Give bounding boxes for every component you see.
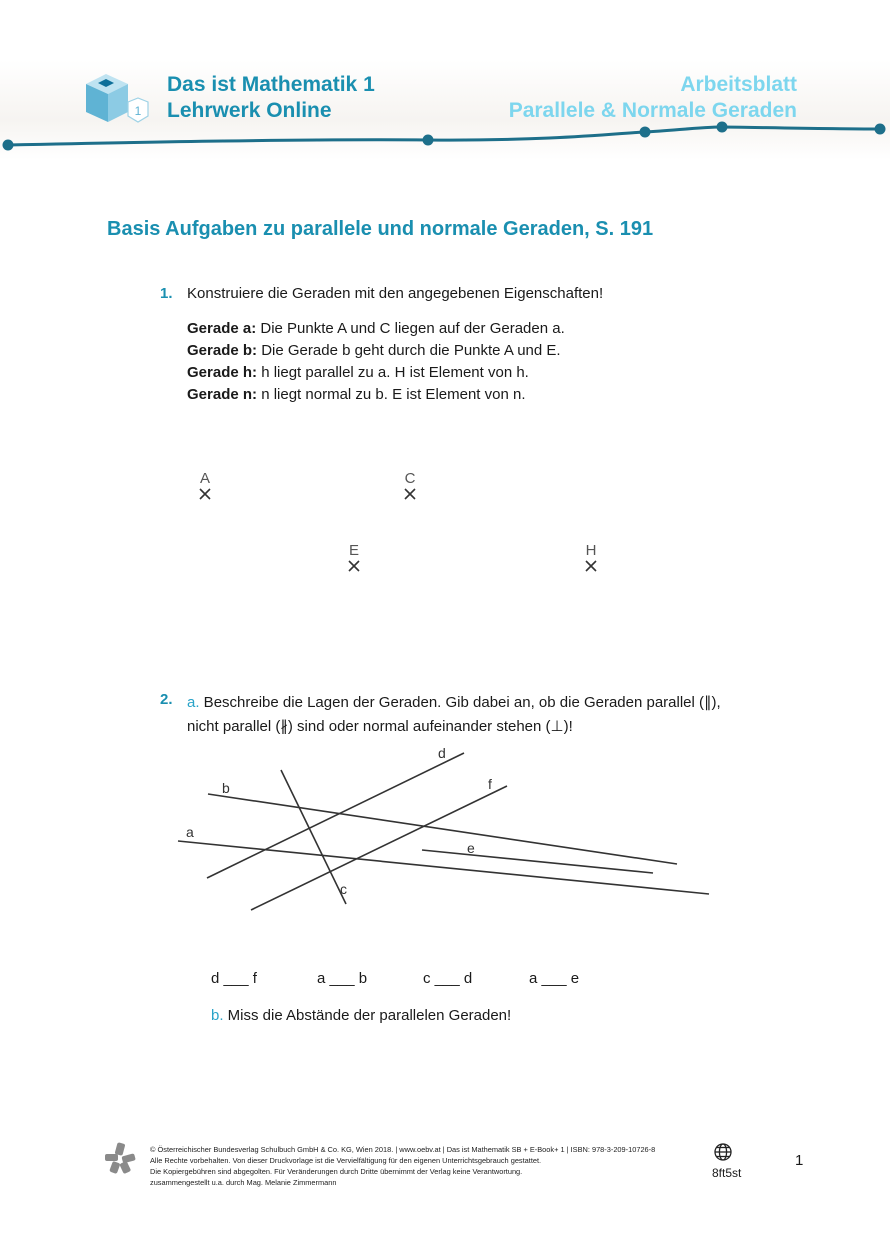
brand-title <box>167 72 375 124</box>
task2-part-b-text: Miss die Abstände der parallelen Geraden! <box>223 1007 512 1024</box>
line-d <box>207 753 464 878</box>
property-a: Gerade a: Die Punkte A und C liegen auf der Geraden a. <box>187 320 565 337</box>
line-label-e: e <box>467 840 475 856</box>
property-b: Gerade b: Die Gerade b geht durch die Punkte A und E. <box>187 342 561 359</box>
cross-marker-icon <box>584 559 598 573</box>
task2-part-a-line1: Beschreibe die Lagen der Geraden. Gib dabei an, ob die Geraden parallel (∥), <box>199 694 721 711</box>
lines-diagram <box>170 740 730 920</box>
worksheet-line-2: Parallele & Normale Geraden <box>508 99 797 122</box>
logo-number: 1 <box>134 104 142 118</box>
fill-in-c-d[interactable]: c ___ d <box>423 970 473 987</box>
brand-line-2: Lehrwerk Online <box>167 99 332 122</box>
task2-instruction <box>187 691 721 739</box>
line-label-c: c <box>340 881 347 897</box>
cross-marker-icon <box>198 487 212 501</box>
brand-line-1: Das ist Mathematik 1 <box>167 73 375 96</box>
fill-in-d-f[interactable]: d ___ f <box>211 970 257 987</box>
task2-part-a-line2: nicht parallel (∦) sind oder normal aufeinander stehen (⊥)! <box>187 718 573 735</box>
page-number: 1 <box>795 1152 804 1169</box>
task2-number: 2. <box>160 691 173 708</box>
property-h: Gerade h: h liegt parallel zu a. H ist Element von h. <box>187 364 529 381</box>
online-code[interactable]: 8ft5st <box>712 1166 742 1180</box>
line-label-f: f <box>488 776 492 792</box>
point-c: C <box>401 470 419 506</box>
cross-marker-icon <box>347 559 361 573</box>
task2-part-a-label: a. <box>187 694 200 711</box>
line-label-a: a <box>186 824 194 840</box>
page-heading: Basis Aufgaben zu parallele und normale Geraden, S. 191 <box>107 218 654 240</box>
task2-part-b <box>211 1007 511 1024</box>
line-label-b: b <box>222 780 230 796</box>
point-a: A <box>196 470 214 506</box>
task1-instruction: Konstruiere die Geraden mit den angegebenen Eigenschaften! <box>187 285 604 302</box>
fill-in-a-e[interactable]: a ___ e <box>529 970 580 987</box>
cross-marker-icon <box>403 487 417 501</box>
line-b <box>208 794 677 864</box>
footer-copyright: © Österreichischer Bundesverlag Schulbuch GmbH & Co. KG, Wien 2018. | www.oebv.at | Das ist Mathematik SB + E-Book+ 1 | ISBN: 978-3-209-10726-8 Alle Rechte vorbehalten. Von dieser Druckvorlage ist die Vervielfältigung für den eigenen Unterrichtsgebrauch gestattet. Die Kopiergebühren sind abgegolten. Für Veränderungen durch Dritte übernimmt der Verlag keine Verantwortung. zusammengestellt u.a. durch Mag. Melanie Zimmermann <box>150 1145 656 1187</box>
worksheet-line-1: Arbeitsblatt <box>680 73 797 96</box>
task2-part-b-label: b. <box>211 1007 224 1024</box>
line-label-d: d <box>438 745 446 761</box>
point-h: H <box>582 542 600 578</box>
line-a <box>178 841 709 894</box>
property-n: Gerade n: n liegt normal zu b. E ist Element von n. <box>187 386 526 403</box>
task1-number: 1. <box>160 285 173 302</box>
point-e: E <box>345 542 363 578</box>
globe-icon[interactable] <box>713 1142 733 1162</box>
fill-in-a-b[interactable]: a ___ b <box>317 970 368 987</box>
publisher-logo-icon <box>104 1142 136 1174</box>
worksheet-title <box>509 72 797 124</box>
cube-logo-icon <box>82 70 154 128</box>
task1-properties <box>187 318 565 406</box>
